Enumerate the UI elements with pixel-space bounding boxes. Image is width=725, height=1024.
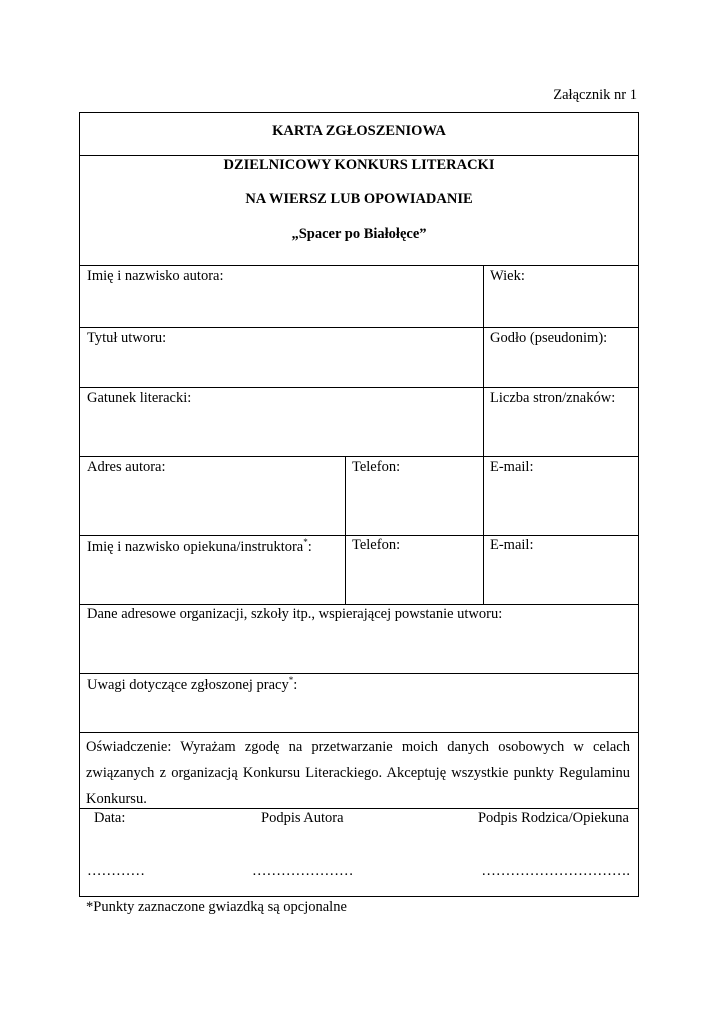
age-label: Wiek:: [490, 268, 525, 284]
author-signature-label: Podpis Autora: [261, 810, 344, 826]
divider: [80, 673, 638, 674]
guardian-phone-label: Telefon:: [352, 537, 401, 553]
parent-signature-field[interactable]: ………………………….: [481, 863, 630, 879]
author-address-label: Adres autora:: [87, 459, 166, 475]
date-label: Data:: [94, 810, 126, 826]
pseudonym-label: Godło (pseudonim):: [490, 330, 608, 346]
contest-line-2: NA WIERSZ LUB OPOWIADANIE: [245, 191, 473, 207]
contest-name: „Spacer po Białołęce”: [291, 226, 427, 242]
author-signature-field[interactable]: …………………: [252, 863, 354, 879]
divider: [80, 155, 638, 156]
declaration-text: Oświadczenie: Wyrażam zgodę na przetwarzanie moich danych osobowych w celach związanych z organizacją Konkursu Literackiego. Akceptuję wszystkie punkty Regulaminu Konkursu.: [86, 739, 630, 807]
application-form: [79, 112, 639, 897]
guardian-name-label: Imię i nazwisko opiekuna/instruktora*:: [87, 537, 312, 555]
divider: [80, 327, 638, 328]
column-divider: [483, 265, 484, 604]
parent-signature-label: Podpis Rodzica/Opiekuna: [477, 810, 629, 826]
work-title-label: Tytuł utworu:: [87, 330, 167, 346]
divider: [80, 535, 638, 536]
divider: [80, 732, 638, 733]
date-field[interactable]: …………: [87, 863, 145, 879]
author-phone-label: Telefon:: [352, 459, 401, 475]
pages-label: Liczba stron/znaków:: [490, 390, 616, 406]
divider: [80, 456, 638, 457]
divider: [80, 387, 638, 388]
form-title: KARTA ZGŁOSZENIOWA: [272, 123, 446, 139]
author-email-label: E-mail:: [490, 459, 534, 475]
footnote: *Punkty zaznaczone gwiazdką są opcjonalne: [86, 899, 347, 915]
divider: [80, 604, 638, 605]
org-data-label: Dane adresowe organizacji, szkoły itp., wspierającej powstanie utworu:: [87, 606, 503, 622]
annex-label: Załącznik nr 1: [553, 87, 637, 103]
genre-label: Gatunek literacki:: [87, 390, 192, 406]
author-name-label: Imię i nazwisko autora:: [87, 268, 224, 284]
guardian-email-label: E-mail:: [490, 537, 534, 553]
remarks-label: Uwagi dotyczące zgłoszonej pracy*:: [87, 675, 298, 693]
divider: [80, 265, 638, 266]
column-divider: [345, 456, 346, 604]
contest-line-1: DZIELNICOWY KONKURS LITERACKI: [223, 157, 495, 173]
